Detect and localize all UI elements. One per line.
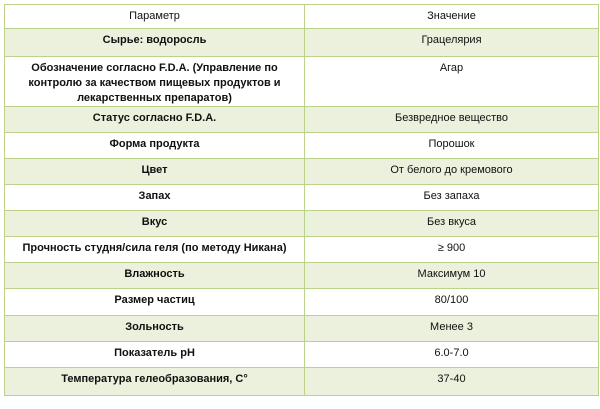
table-row xyxy=(5,263,599,289)
row-value: Менее 3 xyxy=(305,316,599,342)
table-row xyxy=(5,159,599,185)
row-value: Грацелярия xyxy=(305,29,599,57)
row-value: 80/100 xyxy=(305,289,599,316)
header-parameter: Параметр xyxy=(5,5,305,29)
table-row xyxy=(5,342,599,368)
table-row xyxy=(5,107,599,133)
row-value: ≥ 900 xyxy=(305,237,599,263)
row-parameter: Сырье: водоросль xyxy=(5,29,305,57)
row-parameter: Влажность xyxy=(5,263,305,289)
row-value: 37-40 xyxy=(305,368,599,396)
row-parameter: Вкус xyxy=(5,211,305,237)
table-row xyxy=(5,289,599,316)
table-row xyxy=(5,368,599,396)
table-row xyxy=(5,211,599,237)
row-parameter: Температура гелеобразования, С° xyxy=(5,368,305,396)
row-value: Максимум 10 xyxy=(305,263,599,289)
header-value: Значение xyxy=(305,5,599,29)
table-row xyxy=(5,316,599,342)
table-row xyxy=(5,29,599,57)
row-parameter: Показатель pH xyxy=(5,342,305,368)
table-header-row xyxy=(5,5,599,29)
row-value: Без запаха xyxy=(305,185,599,211)
row-parameter: Размер частиц xyxy=(5,289,305,316)
row-value: 6.0-7.0 xyxy=(305,342,599,368)
row-value: Агар xyxy=(305,57,599,107)
row-parameter: Цвет xyxy=(5,159,305,185)
row-parameter: Запах xyxy=(5,185,305,211)
specification-table xyxy=(4,4,599,396)
row-value: Без вкуса xyxy=(305,211,599,237)
table-row xyxy=(5,237,599,263)
row-parameter: Прочность студня/сила геля (по методу Никана) xyxy=(5,237,305,263)
row-value: Безвредное вещество xyxy=(305,107,599,133)
table-row xyxy=(5,57,599,107)
row-parameter: Обозначение согласно F.D.A. (Управление по контролю за качеством пищевых продуктов и лекарственных препаратов) xyxy=(5,57,305,107)
row-parameter: Форма продукта xyxy=(5,133,305,159)
row-parameter: Статус согласно F.D.A. xyxy=(5,107,305,133)
row-value: Порошок xyxy=(305,133,599,159)
row-parameter: Зольность xyxy=(5,316,305,342)
table-row xyxy=(5,133,599,159)
row-value: От белого до кремового xyxy=(305,159,599,185)
table-row xyxy=(5,185,599,211)
